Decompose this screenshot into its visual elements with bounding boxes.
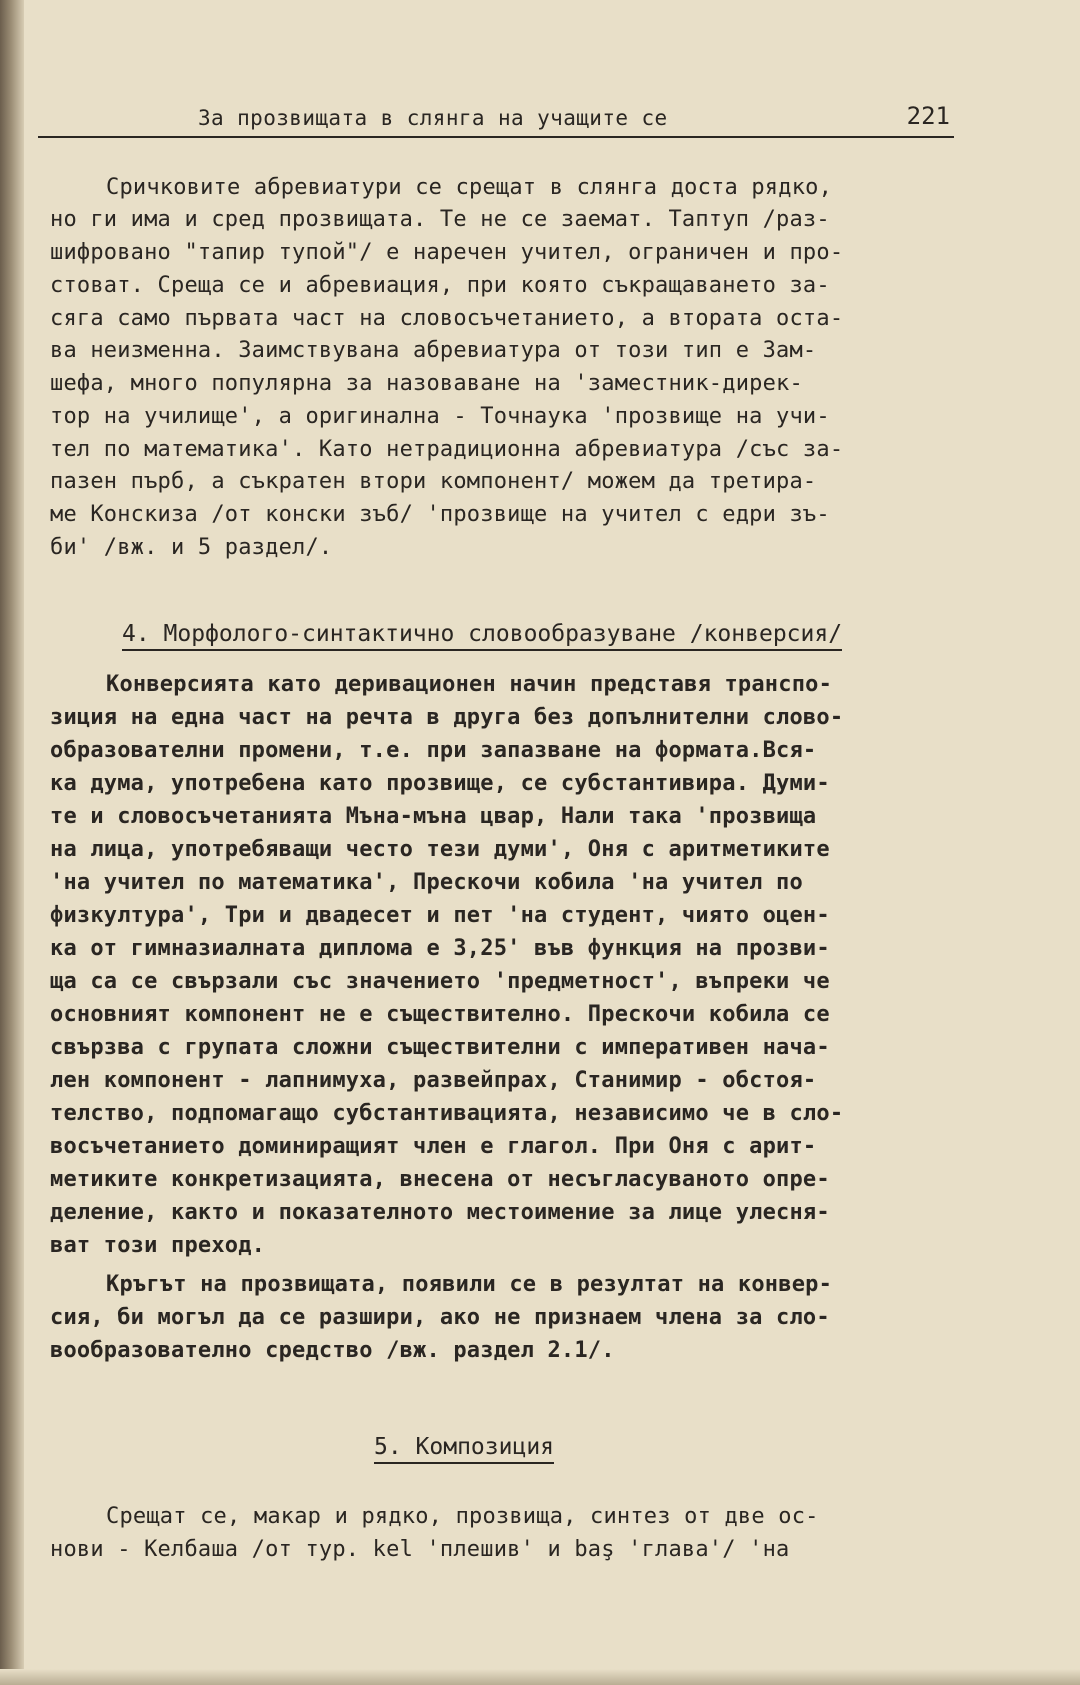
text-line: восъчетанието доминиращият член е глагол. При Оня с арит- bbox=[50, 1134, 817, 1159]
text-line: Конверсията като деривационен начин представя транспо- bbox=[106, 672, 833, 697]
text-line: сяга само първата част на словосъчетанието, а втората оста- bbox=[50, 306, 844, 331]
section-heading-4: 4. Морфолого-синтактично словообразуване /конверсия/ bbox=[122, 621, 842, 651]
text-line: на лица, употребяващи често тези думи', Оня с аритметиките bbox=[50, 837, 830, 862]
text-line: физкултура', Три и двадесет и пет 'на студент, чиято оцен- bbox=[50, 903, 830, 928]
section-heading-5: 5. Композиция bbox=[374, 1434, 554, 1464]
book-gutter-shadow bbox=[0, 0, 24, 1685]
text-line: 'на учител по математика', Прескочи кобила 'на учител по bbox=[50, 870, 803, 895]
text-line: тел по математика'. Като нетрадиционна абревиатура /със за- bbox=[50, 437, 844, 462]
text-line: пазен пърб, а съкратен втори компонент/ можем да третира- bbox=[50, 469, 817, 494]
text-line: зиция на една част на речта в друга без допълнителни слово- bbox=[50, 705, 844, 730]
page-bottom-edge bbox=[0, 1669, 1080, 1685]
text-line: телство, подпомагащо субстантивацията, независимо че в сло- bbox=[50, 1101, 844, 1126]
text-line: нови - Келбаша /от тур. kel 'плешив' и baş 'глава'/ 'на bbox=[50, 1537, 790, 1562]
header-rule bbox=[38, 136, 954, 138]
text-line: ват този преход. bbox=[50, 1233, 266, 1258]
text-line: Кръгът на прозвищата, появили се в резултат на конвер- bbox=[106, 1272, 833, 1297]
text-line: образователни промени, т.е. при запазване на формата.Вся- bbox=[50, 738, 817, 763]
text-line: би' /вж. и 5 раздел/. bbox=[50, 535, 333, 560]
text-line: шефа, много популярна за назоваване на 'заместник-дирек- bbox=[50, 371, 803, 396]
text-line: тор на училище', а оригинална - Точнаука 'прозвище на учи- bbox=[50, 404, 830, 429]
text-line: деление, както и показателното местоимение за лице улесня- bbox=[50, 1200, 830, 1225]
text-line: шифровано "тапир тупой"/ е наречен учител, ограничен и про- bbox=[50, 240, 844, 265]
text-line: ка от гимназиалната диплома е 3,25' във функция на прозви- bbox=[50, 936, 830, 961]
text-line: основният компонент не е съществително. Прескочи кобила се bbox=[50, 1002, 830, 1027]
text-line: ва неизменна. Заимствувана абревиатура от този тип е Зам- bbox=[50, 338, 817, 363]
text-line: лен компонент - лапнимуха, развейпрах, Станимир - обстоя- bbox=[50, 1068, 817, 1093]
text-line: те и словосъчетанията Мъна-мъна цвар, Нали така 'прозвища bbox=[50, 804, 817, 829]
text-line: Срещат се, макар и рядко, прозвища, синтез от две ос- bbox=[106, 1504, 819, 1529]
text-line: ка дума, употребена като прозвище, се субстантивира. Думи- bbox=[50, 771, 830, 796]
text-line: стоват. Среща се и абревиация, при която съкращаването за- bbox=[50, 273, 830, 298]
text-line: вообразователно средство /вж. раздел 2.1/. bbox=[50, 1338, 615, 1363]
running-title: За прозвищата в слянга на учащите се bbox=[198, 106, 668, 130]
text-line: ща са се свързали със значението 'предметност', въпреки че bbox=[50, 969, 830, 994]
text-line: но ги има и сред прозвищата. Те не се заемат. Таптуп /раз- bbox=[50, 207, 830, 232]
page-number: 221 bbox=[906, 102, 950, 130]
text-line: свързва с групата сложни съществителни с императивен нача- bbox=[50, 1035, 830, 1060]
text-line: сия, би могъл да се разшири, ако не признаем члена за сло- bbox=[50, 1305, 830, 1330]
text-line: метиките конкретизацията, внесена от несъгласуваното опре- bbox=[50, 1167, 830, 1192]
text-line: ме Конскиза /от конски зъб/ 'прозвище на учител с едри зъ- bbox=[50, 502, 830, 527]
running-header bbox=[38, 102, 954, 138]
text-line: Сричковите абревиатури се срещат в слянга доста рядко, bbox=[106, 175, 833, 200]
